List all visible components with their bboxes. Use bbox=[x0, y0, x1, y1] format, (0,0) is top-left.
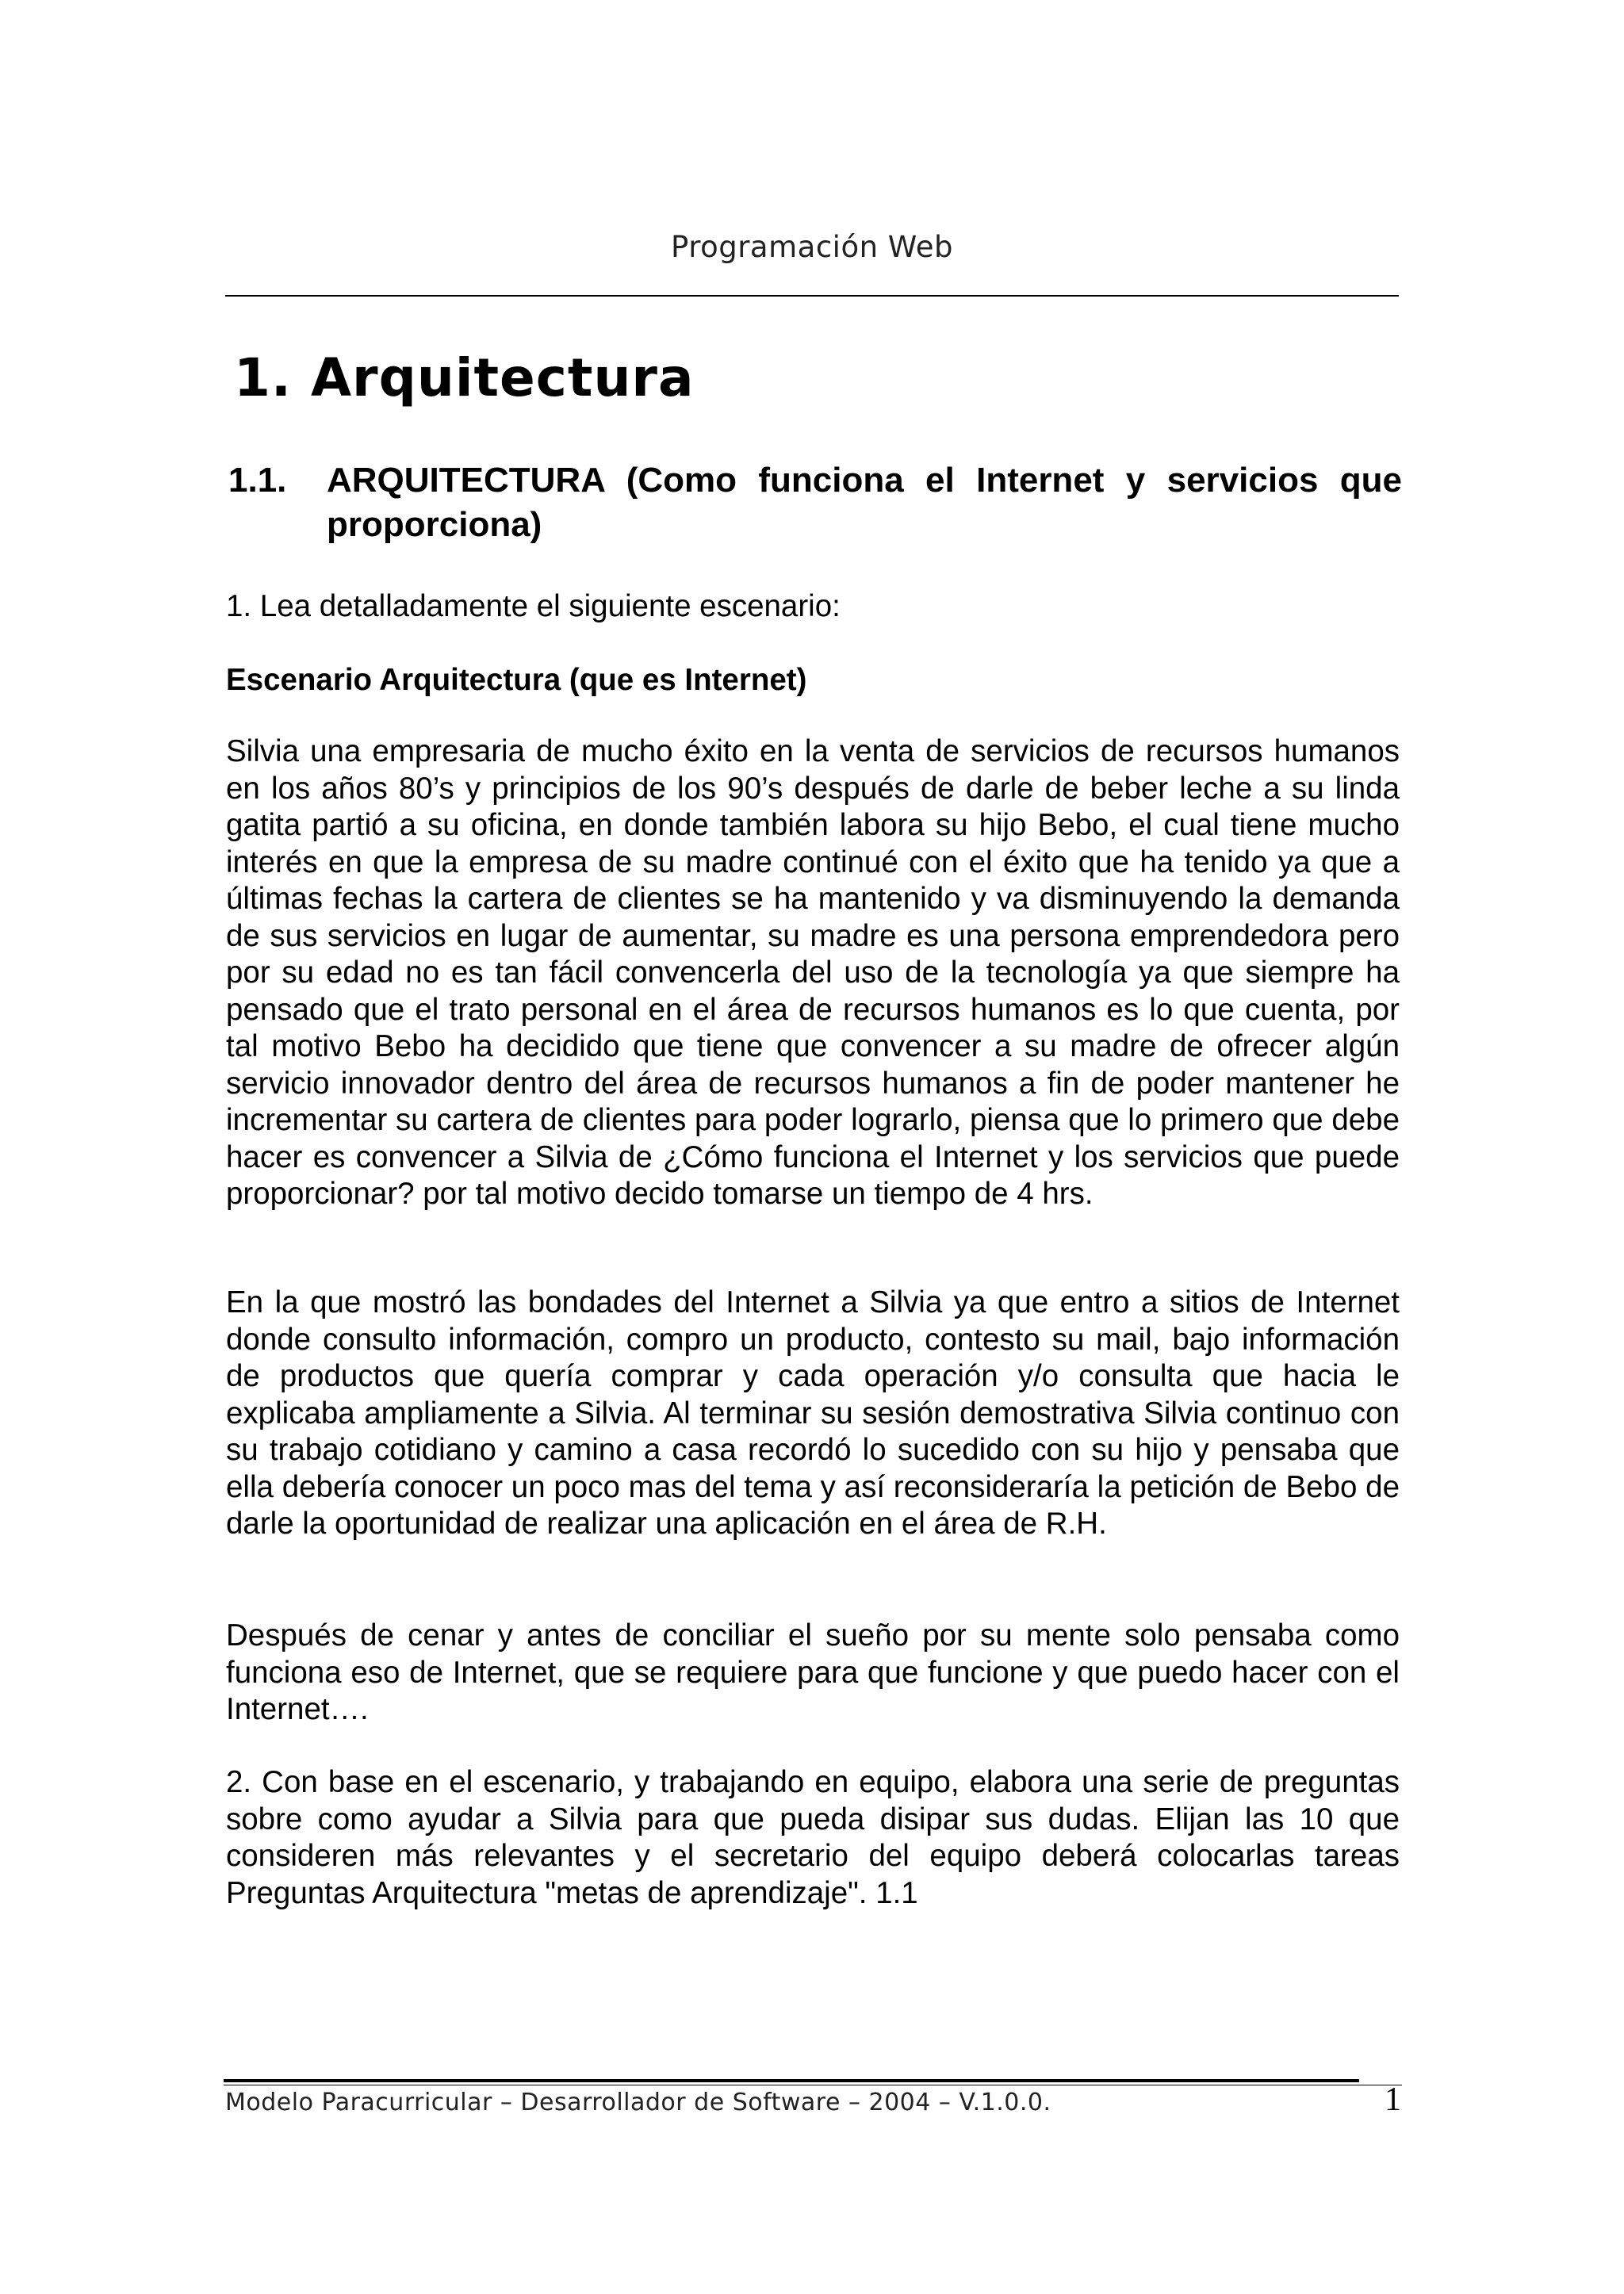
running-header: Programación Web bbox=[671, 230, 953, 264]
section-title: ARQUITECTURA (Como funciona el Internet y servicios que proporciona) bbox=[327, 461, 1402, 544]
page-number: 1 bbox=[1385, 2081, 1401, 2118]
instruction-step-2: 2. Con base en el escenario, y trabajando en equipo, elabora una serie de preguntas sobre como ayudar a Silvia para que pueda disipar sus dudas. Elijan las 10 que consideren más relevantes y el secretario del equipo deberá colocarlas tareas Preguntas Arquitectura "metas de aprendizaje". 1.1 bbox=[226, 1765, 1400, 1910]
scenario-title: Escenario Arquitectura (que es Internet) bbox=[226, 663, 807, 697]
chapter-title: 1. Arquitectura bbox=[234, 347, 695, 408]
scenario-paragraph-1: Silvia una empresaria de mucho éxito en la venta de servicios de recursos humanos en los años 80’s y principios de los 90’s después de darle de beber leche a su linda gatita partió a su oficina, en donde también labora su hijo Bebo, el cual tiene mucho interés en que la empresa de su madre continué con el éxito que ha tenido ya que a últimas fechas la cartera de clientes se ha mantenido y va disminuyendo la demanda de sus servicios en lugar de aumentar, su madre es una persona emprendedora pero por su edad no es tan fácil convencerla del uso de la tecnología ya que siempre ha pensado que el trato personal en el área de recursos humanos es lo que cuenta, por tal motivo Bebo ha decidido que tiene que convencer a su madre de ofrecer algún servicio innovador dentro del área de recursos humanos a fin de poder mantener he incrementar su cartera de clientes para poder lograrlo, piensa que lo primero que debe hacer es convencer a Silvia de ¿Cómo funciona el Internet y los servicios que puede proporcionar? por tal motivo decido tomarse un tiempo de 4 hrs. bbox=[226, 734, 1400, 1211]
header-divider bbox=[225, 295, 1399, 297]
footer-text: Modelo Paracurricular – Desarrollador de Software – 2004 – V.1.0.0. bbox=[225, 2089, 1051, 2116]
footer-divider-thick bbox=[224, 2079, 1359, 2082]
instruction-step-1: 1. Lea detalladamente el siguiente escenario: bbox=[226, 589, 841, 623]
scenario-paragraph-2: En la que mostró las bondades del Internet a Silvia ya que entro a sitios de Internet donde consulto información, compro un producto, contesto su mail, bajo información de productos que quería comprar y cada operación y/o consulta que hacia le explicaba ampliamente a Silvia. Al terminar su sesión demostrativa Silvia continuo con su trabajo cotidiano y camino a casa recordó lo sucedido con su hijo y pensaba que ella debería conocer un poco mas del tema y así reconsideraría la petición de Bebo de darle la oportunidad de realizar una aplicación en el área de R.H. bbox=[226, 1285, 1400, 1541]
section-number: 1.1. bbox=[228, 461, 287, 500]
scenario-paragraph-3: Después de cenar y antes de conciliar el sueño por su mente solo pensaba como funciona eso de Internet, que se requiere para que funcione y que puedo hacer con el Internet…. bbox=[226, 1618, 1400, 1726]
